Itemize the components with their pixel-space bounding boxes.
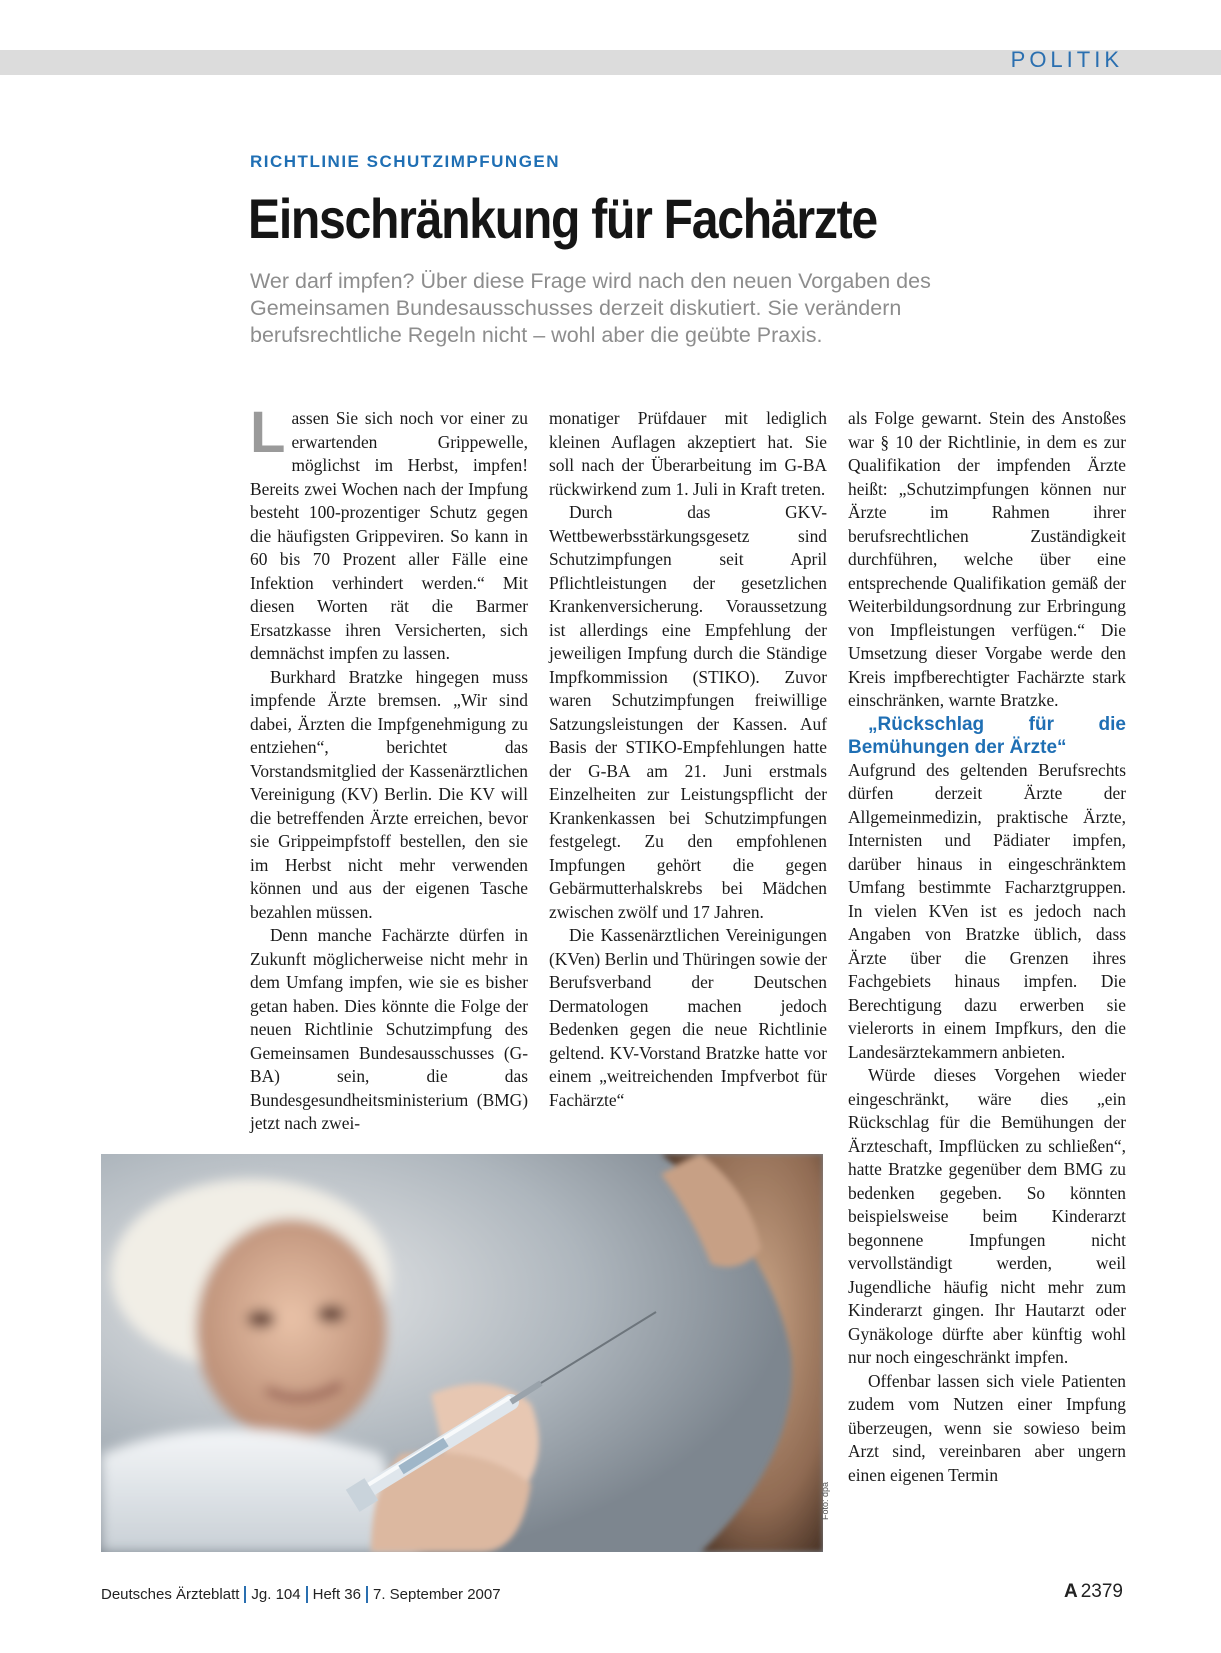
- footer-info: [101, 1586, 501, 1603]
- paragraph: Aufgrund des geltenden Berufsrechts dürfen derzeit Ärzte der Allgemeinmedizin, praktische Ärzte, Internisten und Pädiater impfen, darüber hinaus in eingeschränktem Umfang bestimmte Facharztgruppen. In vielen KVen ist es jedoch nach Angaben von Bratzke üblich, dass Ärzte über die Grenzen ihres Fachgebiets hinaus impfen. Die Berechtigung dazu erwerben sie vielerorts in einem Impfkurs, den die Landesärztekammern anbieten.: [848, 759, 1126, 1062]
- paragraph: Würde dieses Vorgehen wieder eingeschränkt, wäre dies „ein Rückschlag für die Bemühungen der Ärzteschaft, Impflücken zu schließen“, hatte Bratzke gegenüber dem BMG zu bedenken gegeben. So könnten beispielsweise beim Kinderarzt begonnene Impfungen nicht vervollständigt werden, weil Jugendliche häufig nicht mehr zum Kinderarzt gingen. Ihr Hautarzt oder Gynäkologe dürfte aber künftig wohl nur noch eingeschränkt impfen.: [848, 1065, 1126, 1367]
- photo-credit: Foto: dpa: [820, 1481, 830, 1520]
- paragraph: [250, 400, 528, 666]
- subheading: „Rückschlag für die Bemühungen der Ärzte“: [848, 713, 1126, 758]
- journal-issue: Heft 36: [312, 1586, 361, 1603]
- article-kicker: RICHTLINIE SCHUTZIMPFUNGEN: [250, 152, 561, 171]
- journal-volume: Jg. 104: [251, 1586, 301, 1603]
- journal-date: 7. September 2007: [373, 1586, 501, 1603]
- paragraph: als Folge gewarnt. Stein des Anstoßes war § 10 der Richtlinie, in dem es zur Qualifikation der impfenden Ärzte heißt: „Schutzimpfungen können nur Ärzte im Rahmen ihrer berufsrechtlichen Zuständigkeit durchführen, welche über eine entsprechende Qualifikation gemäß der Weiterbildungsordnung zur Erbringung von Impfleistungen verfügen.“ Die Umsetzung dieser Vorgabe werde den Kreis impfberechtigter Fachärzte stark einschränken, warnte Bratzke.: [848, 408, 1126, 710]
- paragraph: Burkhard Bratzke hingegen muss impfende Ärzte bremsen. „Wir sind dabei, Ärzten die Impfgenehmigung zu entziehen“, berichtet das Vorstandsmitglied der Kassenärztlichen Vereinigung (KV) Berlin. Die KV will die betreffenden Ärzte erreichen, bevor sie Grippeimpfstoff bestellen, den sie im Herbst nicht mehr verwenden können und aus der eigenen Tasche bezahlen müssen.: [250, 666, 528, 922]
- drop-cap: L: [250, 400, 286, 465]
- text-column-2: [549, 407, 827, 1112]
- paragraph: Die Kassenärztlichen Vereinigungen (KVen) Berlin und Thüringen sowie der Berufsverband der Deutschen Dermatologen machen jedoch Bedenken gegen die neue Richtlinie geltend. KV-Vorstand Bratzke hatte vor einem „weitreichenden Impfverbot für Fachärzte“: [549, 925, 827, 1110]
- paragraph: Denn manche Fachärzte dürfen in Zukunft möglicherweise nicht mehr in dem Umfang impfen, wie sie es bisher getan haben. Dies könnte die Folge der neuen Richtlinie Schutzimpfung des Gemeinsamen Bundesausschusses (G-BA) sein, die das Bundesgesundheitsministerium (BMG) jetzt nach zwei-: [250, 925, 528, 1133]
- text-column-3: [848, 407, 1126, 1487]
- page-number: [1064, 1581, 1123, 1603]
- page-number-value: 2379: [1080, 1581, 1123, 1602]
- footer-separator: [366, 1586, 368, 1603]
- paragraph: Durch das GKV-Wettbewerbsstärkungsgesetz sind Schutzimpfungen seit April Pflichtleistungen der gesetzlichen Krankenversicherung. Voraussetzung ist allerdings eine Empfehlung der jeweiligen Impfung durch die Ständige Impfkommission (STIKO). Zuvor waren Schutzimpfungen freiwillige Satzungsleistungen der Kassen. Auf Basis der STIKO-Empfehlungen hatte der G-BA am 21. Juni erstmals Einzelheiten zur Leistungspflicht der Krankenkassen bei Schutzimpfungen festgelegt. Zu den empfohlenen Impfungen gehört die gegen Gebärmutterhalskrebs bei Mädchen zwischen zwölf und 17 Jahren.: [549, 502, 827, 922]
- paragraph: Offenbar lassen sich viele Patienten zudem vom Nutzen einer Impfung überzeugen, wenn sie sowieso beim Arzt sind, vereinbaren aber ungern einen eigenen Termin: [848, 1370, 1126, 1485]
- footer-separator: [306, 1586, 308, 1603]
- vaccination-photo: [101, 1154, 823, 1552]
- page-prefix: A: [1063, 1581, 1078, 1602]
- paragraph: monatiger Prüfdauer mit lediglich kleinen Auflagen akzeptiert hat. Sie soll nach der Überarbeitung im G-BA rückwirkend zum 1. Juli in Kraft treten.: [549, 408, 827, 499]
- footer-separator: [244, 1586, 246, 1603]
- journal-name: Deutsches Ärzteblatt: [101, 1586, 240, 1603]
- paragraph-text: assen Sie sich noch vor einer zu erwartenden Grippewelle, möglichst im Herbst, impfen! Bereits zwei Wochen nach der Impfung besteht 100-prozentiger Schutz gegen die häufigsten Grippeviren. So kann in 60 bis 70 Prozent aller Fälle eine Infektion verhindert werden.“ Mit diesen Worten rät die Barmer Ersatzkasse ihren Versicherten, sich demnächst impfen zu lassen.: [250, 408, 528, 663]
- section-label: POLITIK: [1010, 47, 1123, 72]
- text-column-1: [250, 400, 528, 1136]
- article-lead: Wer darf impfen? Über diese Frage wird nach den neuen Vorgaben des Gemeinsamen Bundesausschusses derzeit diskutiert. Sie verändern berufsrechtliche Regeln nicht – wohl aber die geübte Praxis.: [250, 269, 931, 347]
- article-title: Einschränkung für Fachärzte: [248, 187, 877, 250]
